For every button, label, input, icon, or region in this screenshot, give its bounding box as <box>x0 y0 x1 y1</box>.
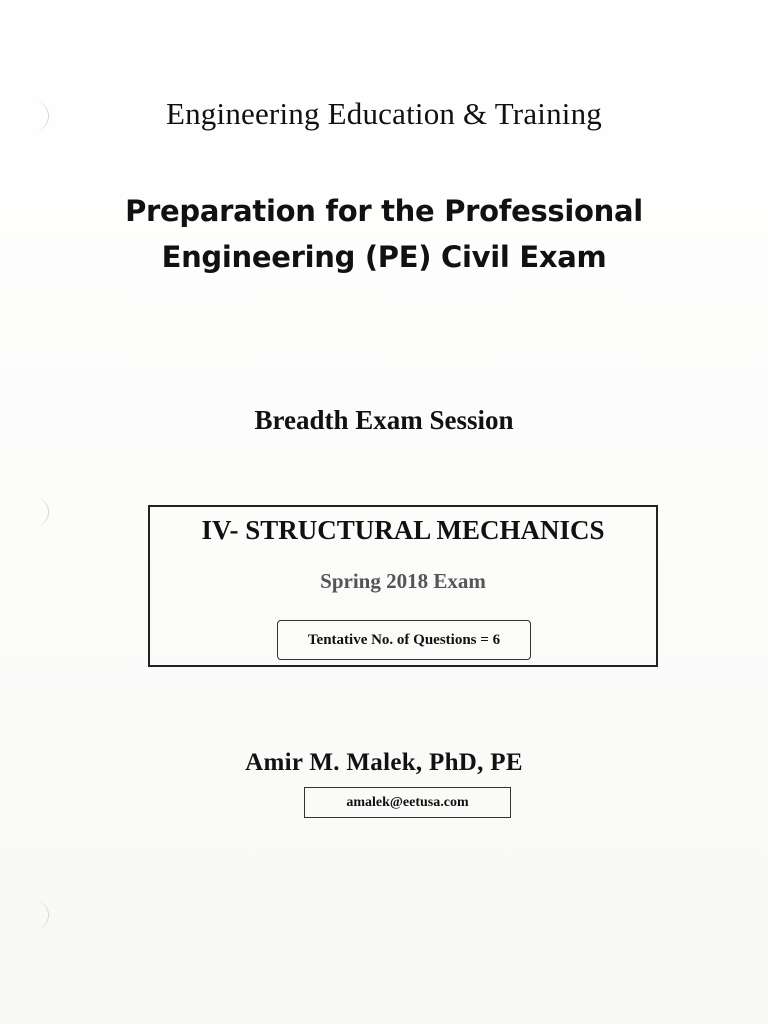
author-email: amalek@eetusa.com <box>304 787 511 818</box>
organization-name: Engineering Education & Training <box>165 96 603 131</box>
binder-hole-mark <box>30 900 49 930</box>
document-title <box>0 188 768 280</box>
subject-box <box>148 505 658 667</box>
document-title-line-2: Engineering (PE) Civil Exam <box>161 240 607 274</box>
exam-session: Breadth Exam Session <box>254 405 514 435</box>
author-name: Amir M. Malek, PhD, PE <box>245 749 523 776</box>
questions-count-box: Tentative No. of Questions = 6 <box>277 620 531 660</box>
subject-heading: IV- STRUCTURAL MECHANICS <box>201 515 605 545</box>
binder-hole-mark <box>30 497 49 527</box>
exam-term: Spring 2018 Exam <box>320 569 486 593</box>
document-title-line-1: Preparation for the Professional <box>125 194 643 228</box>
